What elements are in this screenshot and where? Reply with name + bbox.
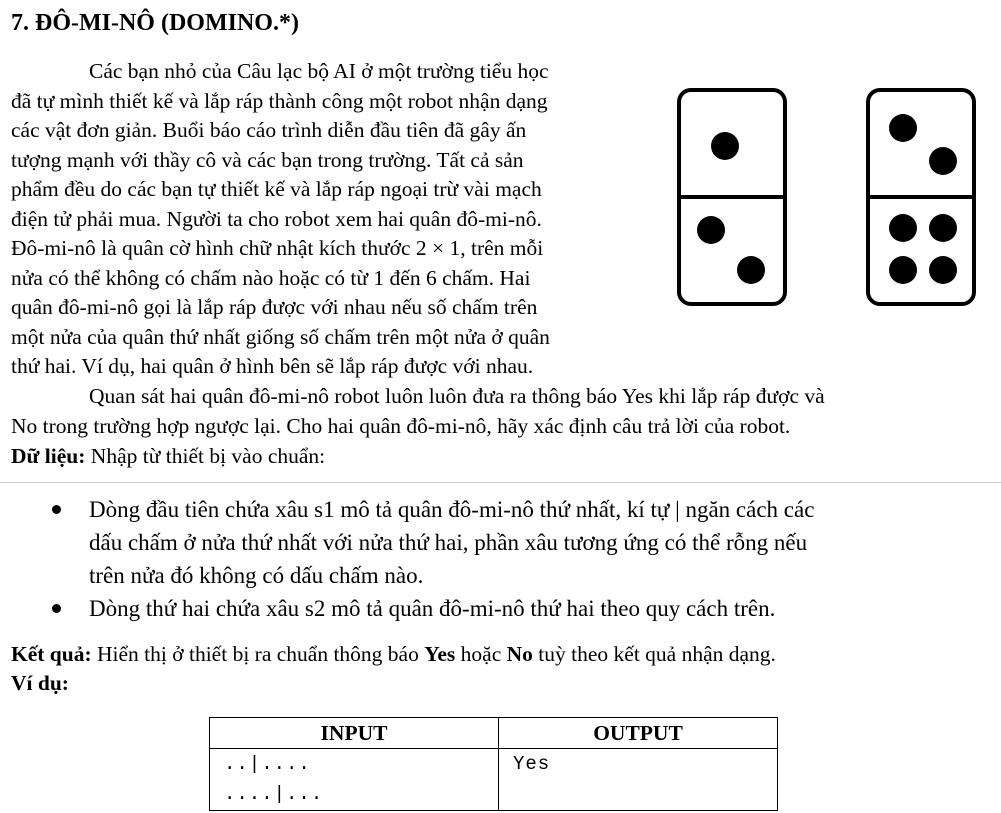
example-label: Ví dụ: bbox=[11, 671, 69, 695]
paragraph-line: nửa có thể không có chấm nào hoặc có từ 1 đến 6 chấm. Hai bbox=[11, 266, 531, 290]
output-no: No bbox=[506, 642, 533, 666]
domino-pip-icon bbox=[929, 147, 957, 175]
domino-tile-1 bbox=[677, 88, 787, 306]
output-section bbox=[11, 639, 776, 669]
paragraph-line: Các bạn nhỏ của Câu lạc bộ AI ở một trường tiểu học bbox=[89, 59, 549, 83]
domino-pip-icon bbox=[711, 132, 739, 160]
example-table bbox=[209, 717, 778, 811]
domino-pip-icon bbox=[929, 214, 957, 242]
paragraph-line: thứ hai. Ví dụ, hai quân ở hình bên sẽ lắp ráp được với nhau. bbox=[11, 354, 534, 378]
paragraph-line: No trong trường hợp ngược lại. Cho hai quân đô-mi-nô, hãy xác định câu trả lời của robot. bbox=[11, 414, 791, 438]
domino-pip-icon bbox=[889, 114, 917, 142]
input-line: ....|... bbox=[224, 783, 324, 805]
paragraph-line: đã tự mình thiết kế và lắp ráp thành công một robot nhận dạng bbox=[11, 89, 548, 113]
input-line: ..|.... bbox=[224, 753, 311, 775]
paragraph-line: một nửa của quân thứ nhất giống số chấm trên một nửa ở quân bbox=[11, 325, 550, 349]
table-header-output: OUTPUT bbox=[499, 718, 778, 749]
output-cell bbox=[499, 749, 778, 811]
domino-pip-icon bbox=[929, 256, 957, 284]
paragraph-line: điện tử phải mua. Người ta cho robot xem hai quân đô-mi-nô. bbox=[11, 207, 542, 231]
paragraph-line: phẩm đều do các bạn tự thiết kế và lắp ráp ngoại trừ vài mạch bbox=[11, 177, 542, 201]
paragraph-line: tượng mạnh với thầy cô và các bạn trong trường. Tất cả sản bbox=[11, 148, 524, 172]
table-header-input: INPUT bbox=[210, 718, 499, 749]
paragraph-line: các vật đơn giản. Buổi báo cáo trình diễn đầu tiên đã gây ấn bbox=[11, 118, 527, 142]
paragraph-line: Đô-mi-nô là quân cờ hình chữ nhật kích thước 2 × 1, trên mỗi bbox=[11, 236, 544, 260]
domino-pip-icon bbox=[889, 214, 917, 242]
input-label: Dữ liệu: bbox=[11, 444, 86, 468]
output-text: Hiển thị ở thiết bị ra chuẩn thông báo bbox=[91, 642, 425, 666]
output-text: tuỳ theo kết quả nhận dạng. bbox=[532, 642, 776, 666]
bullet-line: dấu chấm ở nửa thứ nhất với nửa thứ hai, phần xâu tương ứng có thể rỗng nếu bbox=[89, 530, 808, 555]
input-cell bbox=[210, 749, 499, 811]
paragraph-line: quân đô-mi-nô gọi là lắp ráp được với nhau nếu số chấm trên bbox=[11, 295, 538, 319]
table-row bbox=[210, 749, 778, 811]
domino-pip-icon bbox=[889, 256, 917, 284]
bullet-icon bbox=[52, 505, 61, 514]
bullet-line: Dòng đầu tiên chứa xâu s1 mô tả quân đô-mi-nô thứ nhất, kí tự | ngăn cách các bbox=[89, 497, 815, 522]
input-text: Nhập từ thiết bị vào chuẩn: bbox=[85, 444, 326, 468]
input-section bbox=[11, 441, 325, 471]
output-label: Kết quả: bbox=[11, 642, 92, 666]
bullet-icon bbox=[52, 604, 61, 613]
output-text: hoặc bbox=[455, 642, 507, 666]
domino-divider bbox=[681, 195, 783, 199]
bullet-line: Dòng thứ hai chứa xâu s2 mô tả quân đô-mi-nô thứ hai theo quy cách trên. bbox=[89, 596, 776, 621]
section-divider bbox=[0, 482, 1001, 483]
output-line: Yes bbox=[513, 753, 551, 775]
problem-title: 7. ĐÔ-MI-NÔ (DOMINO.*) bbox=[11, 10, 299, 36]
domino-pip-icon bbox=[737, 256, 765, 284]
domino-pip-icon bbox=[697, 216, 725, 244]
table-header-row bbox=[210, 718, 778, 749]
paragraph-line: Quan sát hai quân đô-mi-nô robot luôn luôn đưa ra thông báo Yes khi lắp ráp được và bbox=[89, 384, 825, 408]
output-yes: Yes bbox=[424, 642, 456, 666]
domino-tile-2 bbox=[866, 88, 976, 306]
bullet-line: trên nửa đó không có dấu chấm nào. bbox=[89, 563, 424, 588]
domino-divider bbox=[870, 195, 972, 199]
